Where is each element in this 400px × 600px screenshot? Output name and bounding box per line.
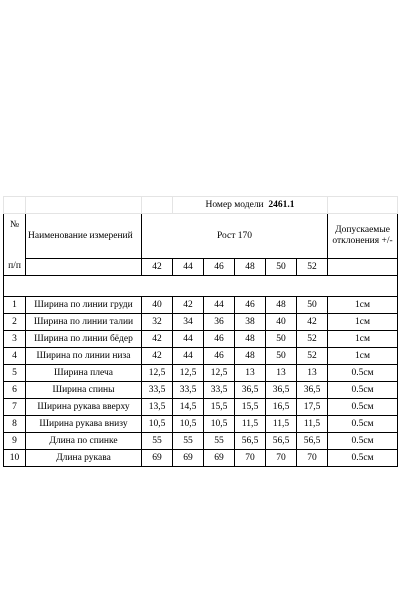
row-value-cell: 33,5 — [142, 382, 173, 399]
row-value-cell: 34 — [173, 314, 204, 331]
row-value-cell: 55 — [142, 433, 173, 450]
size-header-cell: 44 — [173, 259, 204, 276]
size-header-cell: 52 — [297, 259, 328, 276]
row-value-cell: 36,5 — [266, 382, 297, 399]
row-tolerance-cell: 0.5см — [328, 416, 398, 433]
model-row — [4, 197, 398, 214]
size-chart-sheet — [3, 196, 397, 467]
row-value-cell: 10,5 — [173, 416, 204, 433]
row-tolerance-cell: 0.5см — [328, 382, 398, 399]
row-name-cell: Длина рукава — [26, 450, 142, 467]
row-value-cell: 69 — [142, 450, 173, 467]
row-value-cell: 46 — [204, 348, 235, 365]
row-value-cell: 42 — [142, 331, 173, 348]
row-number-cell: 10 — [4, 450, 26, 467]
model-number: 2461.1 — [268, 200, 295, 210]
row-name-cell: Ширина рукава внизу — [26, 416, 142, 433]
size-header-cell: 46 — [204, 259, 235, 276]
row-value-cell: 48 — [266, 297, 297, 314]
row-value-cell: 13,5 — [142, 399, 173, 416]
row-value-cell: 70 — [297, 450, 328, 467]
table-row — [4, 365, 398, 382]
col-number-bottom: п/п — [8, 261, 21, 271]
row-value-cell: 46 — [235, 297, 266, 314]
table-row — [4, 331, 398, 348]
row-number-cell: 2 — [4, 314, 26, 331]
row-tolerance-cell: 0.5см — [328, 365, 398, 382]
row-value-cell: 14,5 — [173, 399, 204, 416]
spacer-cell — [4, 276, 398, 297]
row-value-cell: 56,5 — [266, 433, 297, 450]
row-value-cell: 11,5 — [266, 416, 297, 433]
table-row — [4, 433, 398, 450]
row-value-cell: 13 — [297, 365, 328, 382]
row-value-cell: 11,5 — [235, 416, 266, 433]
row-value-cell: 40 — [142, 297, 173, 314]
col-name-header: Наименование измерений — [26, 214, 142, 259]
model-label: Номер модели — [205, 200, 264, 210]
row-name-cell: Ширина рукава вверху — [26, 399, 142, 416]
row-value-cell: 13 — [266, 365, 297, 382]
row-value-cell: 15,5 — [204, 399, 235, 416]
size-name-blank — [26, 259, 142, 276]
row-value-cell: 11,5 — [297, 416, 328, 433]
row-value-cell: 13 — [235, 365, 266, 382]
row-value-cell: 42 — [142, 348, 173, 365]
row-tolerance-cell: 1см — [328, 314, 398, 331]
row-value-cell: 32 — [142, 314, 173, 331]
size-header-cell: 42 — [142, 259, 173, 276]
col-tolerance-header: Допускаемые отклонения +/- — [328, 214, 398, 259]
row-value-cell: 69 — [173, 450, 204, 467]
row-value-cell: 16,5 — [266, 399, 297, 416]
table-row — [4, 382, 398, 399]
row-value-cell: 12,5 — [142, 365, 173, 382]
row-value-cell: 70 — [235, 450, 266, 467]
col-number-top: № — [9, 220, 20, 230]
row-number-cell: 8 — [4, 416, 26, 433]
row-name-cell: Ширина плеча — [26, 365, 142, 382]
table-row — [4, 416, 398, 433]
row-value-cell: 48 — [235, 348, 266, 365]
row-tolerance-cell: 1см — [328, 348, 398, 365]
row-number-cell: 5 — [4, 365, 26, 382]
row-value-cell: 40 — [266, 314, 297, 331]
row-value-cell: 69 — [204, 450, 235, 467]
row-name-cell: Длина по спинке — [26, 433, 142, 450]
row-name-cell: Ширина по линии бёдер — [26, 331, 142, 348]
row-value-cell: 12,5 — [173, 365, 204, 382]
row-number-cell: 4 — [4, 348, 26, 365]
row-tolerance-cell: 1см — [328, 331, 398, 348]
row-value-cell: 44 — [173, 331, 204, 348]
row-number-cell: 6 — [4, 382, 26, 399]
size-header-cell: 48 — [235, 259, 266, 276]
row-value-cell: 36 — [204, 314, 235, 331]
row-value-cell: 10,5 — [204, 416, 235, 433]
table-row — [4, 450, 398, 467]
row-value-cell: 38 — [235, 314, 266, 331]
row-value-cell: 17,5 — [297, 399, 328, 416]
row-tolerance-cell: 0.5см — [328, 450, 398, 467]
row-value-cell: 33,5 — [173, 382, 204, 399]
model-title — [173, 197, 328, 214]
row-value-cell: 36,5 — [297, 382, 328, 399]
size-header-cell: 50 — [266, 259, 297, 276]
row-value-cell: 55 — [204, 433, 235, 450]
row-value-cell: 56,5 — [297, 433, 328, 450]
row-value-cell: 50 — [297, 297, 328, 314]
row-value-cell: 52 — [297, 348, 328, 365]
row-value-cell: 50 — [266, 331, 297, 348]
row-number-cell: 1 — [4, 297, 26, 314]
size-tolerance-blank — [328, 259, 398, 276]
row-tolerance-cell: 1см — [328, 297, 398, 314]
col-number-header — [4, 214, 26, 276]
row-value-cell: 48 — [235, 331, 266, 348]
size-chart-table — [3, 196, 398, 467]
row-value-cell: 15,5 — [235, 399, 266, 416]
size-header-row — [4, 259, 398, 276]
header-row-top — [4, 214, 398, 259]
row-name-cell: Ширина по линии низа — [26, 348, 142, 365]
col-height-header: Рост 170 — [142, 214, 328, 259]
row-value-cell: 56,5 — [235, 433, 266, 450]
row-name-cell: Ширина спины — [26, 382, 142, 399]
row-name-cell: Ширина по линии груди — [26, 297, 142, 314]
row-value-cell: 33,5 — [204, 382, 235, 399]
row-value-cell: 70 — [266, 450, 297, 467]
row-value-cell: 44 — [204, 297, 235, 314]
row-value-cell: 46 — [204, 331, 235, 348]
row-name-cell: Ширина по линии талии — [26, 314, 142, 331]
row-value-cell: 36,5 — [235, 382, 266, 399]
row-tolerance-cell: 0.5см — [328, 433, 398, 450]
row-tolerance-cell: 0.5см — [328, 399, 398, 416]
row-value-cell: 42 — [173, 297, 204, 314]
spacer-row — [4, 276, 398, 297]
table-row — [4, 297, 398, 314]
row-number-cell: 9 — [4, 433, 26, 450]
row-number-cell: 3 — [4, 331, 26, 348]
table-row — [4, 399, 398, 416]
row-value-cell: 44 — [173, 348, 204, 365]
row-number-cell: 7 — [4, 399, 26, 416]
row-value-cell: 50 — [266, 348, 297, 365]
row-value-cell: 55 — [173, 433, 204, 450]
row-value-cell: 52 — [297, 331, 328, 348]
table-row — [4, 314, 398, 331]
row-value-cell: 12,5 — [204, 365, 235, 382]
row-value-cell: 42 — [297, 314, 328, 331]
row-value-cell: 10,5 — [142, 416, 173, 433]
table-row — [4, 348, 398, 365]
